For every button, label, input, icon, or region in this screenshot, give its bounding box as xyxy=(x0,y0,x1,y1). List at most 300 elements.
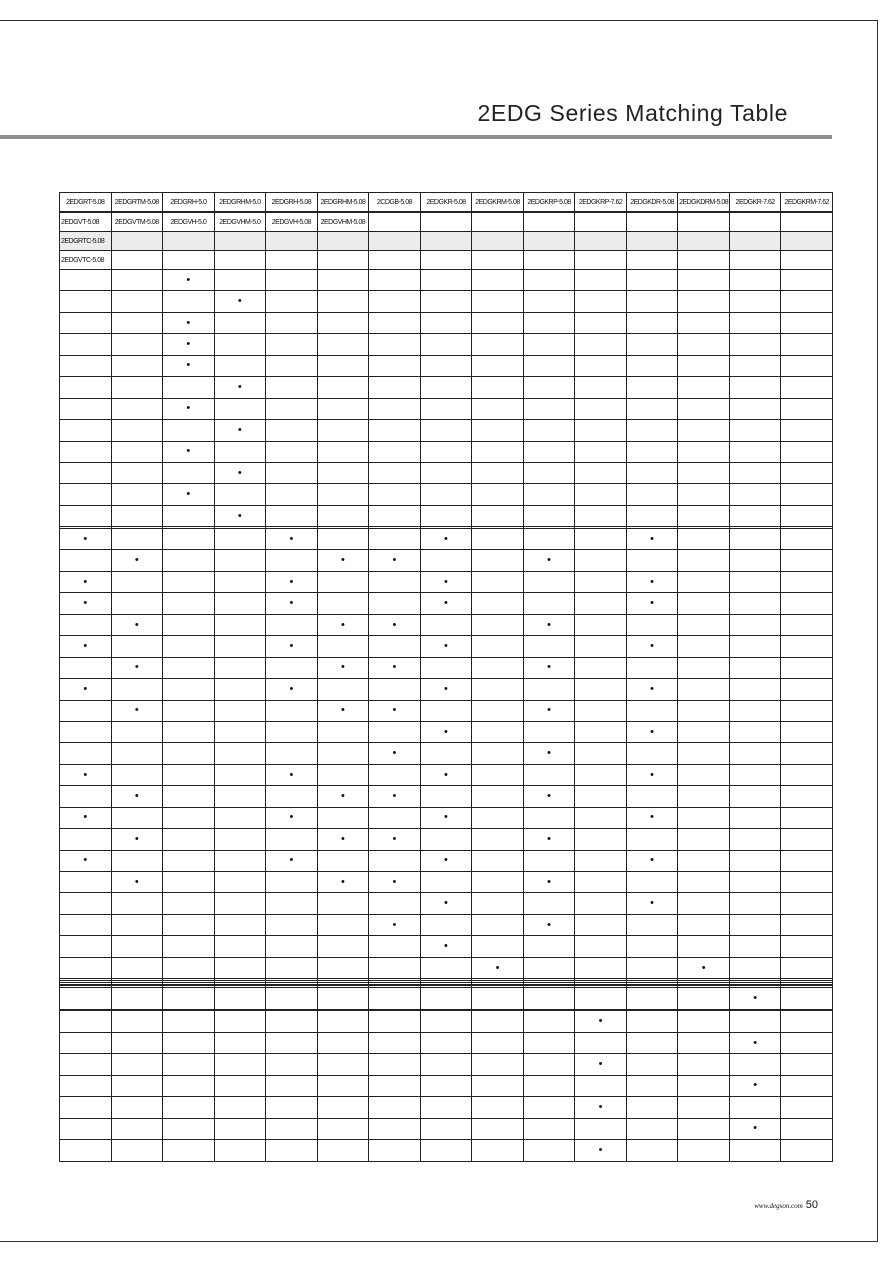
table-cell xyxy=(472,355,524,376)
table-cell xyxy=(575,377,627,398)
table-cell xyxy=(111,1140,163,1162)
table-cell xyxy=(317,1010,369,1032)
match-dot: • xyxy=(163,441,215,462)
match-dot: • xyxy=(266,593,318,614)
table-cell xyxy=(729,1054,781,1075)
table-cell xyxy=(163,679,215,700)
table-cell xyxy=(523,312,575,333)
table-cell xyxy=(111,420,163,441)
header-cell xyxy=(523,212,575,232)
table-cell xyxy=(575,636,627,657)
table-cell xyxy=(523,398,575,419)
table-cell xyxy=(60,398,112,419)
table-cell xyxy=(472,593,524,614)
table-cell xyxy=(317,850,369,871)
table-cell xyxy=(781,377,833,398)
match-dot: • xyxy=(420,764,472,785)
header-cell xyxy=(369,232,421,251)
table-cell xyxy=(729,657,781,678)
header-cell xyxy=(111,232,163,251)
table-cell xyxy=(781,829,833,850)
table-cell xyxy=(420,355,472,376)
table-cell xyxy=(317,571,369,592)
table-cell xyxy=(575,462,627,483)
table-cell xyxy=(781,614,833,635)
table-cell xyxy=(266,355,318,376)
table-cell xyxy=(266,550,318,571)
table-cell xyxy=(420,1140,472,1162)
table-cell xyxy=(626,377,678,398)
table-cell xyxy=(163,636,215,657)
match-dot: • xyxy=(729,1075,781,1096)
table-cell xyxy=(472,700,524,721)
table-cell xyxy=(678,1118,730,1139)
table-cell xyxy=(111,743,163,764)
table-cell xyxy=(472,988,524,1010)
table-cell xyxy=(472,377,524,398)
table-cell xyxy=(369,893,421,914)
table-cell xyxy=(729,312,781,333)
table-cell xyxy=(781,312,833,333)
header-cell xyxy=(729,251,781,270)
table-cell xyxy=(163,614,215,635)
table-cell xyxy=(472,764,524,785)
table-cell xyxy=(369,1010,421,1032)
table-row xyxy=(60,893,833,914)
table-cell xyxy=(523,593,575,614)
table-cell xyxy=(369,270,421,291)
table-cell xyxy=(266,829,318,850)
table-cell xyxy=(729,700,781,721)
table-cell xyxy=(626,291,678,312)
page-frame-right xyxy=(877,20,878,1242)
table-cell xyxy=(626,355,678,376)
table-cell xyxy=(163,1118,215,1139)
header-cell xyxy=(420,212,472,232)
header-cell: 2EDGVHM-5.0 xyxy=(214,212,266,232)
table-cell xyxy=(781,1140,833,1162)
table-cell xyxy=(214,312,266,333)
table-cell xyxy=(781,441,833,462)
table-cell xyxy=(163,657,215,678)
table-cell xyxy=(523,1118,575,1139)
table-cell xyxy=(266,893,318,914)
table-row xyxy=(60,398,833,419)
table-cell xyxy=(523,957,575,978)
table-cell xyxy=(626,957,678,978)
match-dot: • xyxy=(420,529,472,550)
header-cell xyxy=(369,251,421,270)
header-cell: 2EDGVTC-5.08 xyxy=(60,251,112,270)
table-cell xyxy=(729,420,781,441)
table-cell xyxy=(472,829,524,850)
match-dot: • xyxy=(317,872,369,893)
table-cell xyxy=(523,1032,575,1053)
table-cell xyxy=(266,614,318,635)
header-cell: 2EDGRT-5.08 xyxy=(60,193,112,213)
table-cell xyxy=(369,377,421,398)
table-cell xyxy=(472,571,524,592)
table-cell xyxy=(626,936,678,957)
table-cell xyxy=(729,377,781,398)
table-cell xyxy=(729,872,781,893)
match-dot: • xyxy=(111,872,163,893)
header-cell xyxy=(781,212,833,232)
table-cell xyxy=(266,936,318,957)
table-cell xyxy=(214,786,266,807)
table-cell xyxy=(420,786,472,807)
table-cell xyxy=(781,1075,833,1096)
table-cell xyxy=(214,636,266,657)
header-cell xyxy=(111,251,163,270)
table-cell xyxy=(163,850,215,871)
table-cell xyxy=(266,291,318,312)
match-dot: • xyxy=(420,679,472,700)
table-cell xyxy=(317,721,369,742)
table-cell xyxy=(317,420,369,441)
table-cell xyxy=(729,764,781,785)
match-dot: • xyxy=(163,312,215,333)
table-cell xyxy=(60,786,112,807)
table-cell xyxy=(472,420,524,441)
table-cell xyxy=(626,484,678,505)
header-cell: 2EDGRH-5.0 xyxy=(163,193,215,213)
table-cell xyxy=(214,721,266,742)
table-cell xyxy=(575,872,627,893)
table-cell xyxy=(523,291,575,312)
table-row xyxy=(60,1140,833,1162)
table-cell xyxy=(420,270,472,291)
table-cell xyxy=(781,529,833,550)
match-dot: • xyxy=(626,679,678,700)
table-cell xyxy=(266,1054,318,1075)
table-cell xyxy=(369,679,421,700)
table-cell xyxy=(111,529,163,550)
match-dot: • xyxy=(266,679,318,700)
table-cell xyxy=(678,936,730,957)
table-cell xyxy=(678,312,730,333)
table-cell xyxy=(369,462,421,483)
table-cell xyxy=(523,764,575,785)
table-row xyxy=(60,957,833,978)
table-cell xyxy=(626,988,678,1010)
table-cell xyxy=(266,462,318,483)
table-cell xyxy=(214,679,266,700)
table-cell xyxy=(678,398,730,419)
table-cell xyxy=(420,291,472,312)
table-cell xyxy=(472,291,524,312)
table-cell xyxy=(317,593,369,614)
table-cell xyxy=(523,1054,575,1075)
header-cell: 2EDGVTM-5.08 xyxy=(111,212,163,232)
table-cell xyxy=(472,721,524,742)
table-cell xyxy=(626,872,678,893)
table-row xyxy=(60,505,833,526)
table-cell xyxy=(60,1010,112,1032)
table-cell xyxy=(111,1075,163,1096)
table-row xyxy=(60,1075,833,1096)
table-cell xyxy=(60,420,112,441)
table-row xyxy=(60,936,833,957)
table-cell xyxy=(60,743,112,764)
table-cell xyxy=(214,355,266,376)
table-cell xyxy=(163,936,215,957)
table-cell xyxy=(523,679,575,700)
header-cell xyxy=(472,251,524,270)
match-dot: • xyxy=(369,657,421,678)
header-cell xyxy=(781,232,833,251)
match-dot: • xyxy=(523,829,575,850)
table-cell xyxy=(781,1032,833,1053)
table-cell xyxy=(420,657,472,678)
table-row xyxy=(60,764,833,785)
table-cell xyxy=(472,914,524,935)
table-cell xyxy=(214,957,266,978)
table-row xyxy=(60,334,833,355)
header-cell xyxy=(729,212,781,232)
table-cell xyxy=(626,657,678,678)
table-cell xyxy=(369,571,421,592)
table-cell xyxy=(575,355,627,376)
table-cell xyxy=(678,505,730,526)
table-cell xyxy=(163,505,215,526)
match-dot: • xyxy=(575,1054,627,1075)
table-cell xyxy=(523,988,575,1010)
table-cell xyxy=(781,593,833,614)
table-cell xyxy=(214,1054,266,1075)
table-cell xyxy=(523,355,575,376)
table-cell xyxy=(626,914,678,935)
table-cell xyxy=(266,700,318,721)
table-row xyxy=(60,914,833,935)
table-cell xyxy=(317,312,369,333)
match-dot: • xyxy=(214,505,266,526)
table-cell xyxy=(420,1118,472,1139)
match-dot: • xyxy=(420,571,472,592)
match-dot: • xyxy=(317,829,369,850)
table-cell xyxy=(575,764,627,785)
table-cell xyxy=(626,441,678,462)
table-row xyxy=(60,420,833,441)
table-cell xyxy=(111,505,163,526)
header-row xyxy=(60,193,833,213)
table-cell xyxy=(472,441,524,462)
match-dot: • xyxy=(523,743,575,764)
table-cell xyxy=(575,420,627,441)
table-cell xyxy=(626,1075,678,1096)
table-cell xyxy=(163,550,215,571)
table-cell xyxy=(420,505,472,526)
table-cell xyxy=(626,786,678,807)
table-cell xyxy=(163,893,215,914)
header-cell: 2CDGB-5.08 xyxy=(369,193,421,213)
match-dot: • xyxy=(163,398,215,419)
table-cell xyxy=(472,893,524,914)
header-cell: 2EDGRHM-5.08 xyxy=(317,193,369,213)
table-cell xyxy=(369,505,421,526)
table-cell xyxy=(214,1010,266,1032)
table-cell xyxy=(729,550,781,571)
match-dot: • xyxy=(369,743,421,764)
table-cell xyxy=(266,420,318,441)
table-cell xyxy=(369,807,421,828)
header-cell: 2EDGKDR-5.08 xyxy=(626,193,678,213)
table-cell xyxy=(111,398,163,419)
table-cell xyxy=(781,657,833,678)
table-cell xyxy=(729,914,781,935)
match-dot: • xyxy=(626,636,678,657)
table-cell xyxy=(369,1118,421,1139)
table-row xyxy=(60,270,833,291)
table-cell xyxy=(214,270,266,291)
table-cell xyxy=(678,829,730,850)
table-cell xyxy=(781,550,833,571)
table-cell xyxy=(678,593,730,614)
table-cell xyxy=(678,1032,730,1053)
table-cell xyxy=(729,807,781,828)
header-cell: 2EDGRTC-5.08 xyxy=(60,232,112,251)
table-row xyxy=(60,1032,833,1053)
table-cell xyxy=(60,893,112,914)
table-cell xyxy=(729,957,781,978)
match-dot: • xyxy=(523,550,575,571)
table-cell xyxy=(60,872,112,893)
match-dot: • xyxy=(111,614,163,635)
table-cell xyxy=(111,721,163,742)
table-cell xyxy=(214,441,266,462)
table-cell xyxy=(472,398,524,419)
table-row xyxy=(60,743,833,764)
table-cell xyxy=(729,721,781,742)
table-cell xyxy=(60,334,112,355)
table-cell xyxy=(111,957,163,978)
table-cell xyxy=(626,334,678,355)
header-row xyxy=(60,232,833,251)
table-cell xyxy=(369,312,421,333)
match-dot: • xyxy=(369,872,421,893)
table-cell xyxy=(729,614,781,635)
table-cell xyxy=(60,505,112,526)
table-cell xyxy=(266,1010,318,1032)
table-cell xyxy=(60,829,112,850)
table-cell xyxy=(60,957,112,978)
table-cell xyxy=(678,786,730,807)
match-dot: • xyxy=(420,893,472,914)
table-cell xyxy=(111,764,163,785)
header-cell xyxy=(420,251,472,270)
match-dot: • xyxy=(111,700,163,721)
table-cell xyxy=(523,484,575,505)
table-cell xyxy=(523,893,575,914)
table-cell xyxy=(575,1032,627,1053)
table-cell xyxy=(214,893,266,914)
table-cell xyxy=(575,593,627,614)
match-dot: • xyxy=(266,571,318,592)
match-dot: • xyxy=(317,700,369,721)
table-cell xyxy=(266,743,318,764)
table-cell xyxy=(472,679,524,700)
table-cell xyxy=(472,1097,524,1118)
table-cell xyxy=(111,893,163,914)
table-cell xyxy=(781,270,833,291)
table-cell xyxy=(472,743,524,764)
table-cell xyxy=(678,657,730,678)
table-cell xyxy=(626,462,678,483)
table-cell xyxy=(214,1118,266,1139)
table-cell xyxy=(729,1097,781,1118)
header-cell xyxy=(317,232,369,251)
table-cell xyxy=(729,636,781,657)
table-cell xyxy=(781,355,833,376)
page-frame-bottom xyxy=(0,1241,878,1242)
table-cell xyxy=(317,529,369,550)
table-cell xyxy=(266,484,318,505)
table-cell xyxy=(729,1010,781,1032)
header-cell xyxy=(678,212,730,232)
table-cell xyxy=(266,988,318,1010)
match-dot: • xyxy=(317,550,369,571)
table-cell xyxy=(626,1032,678,1053)
table-cell xyxy=(781,398,833,419)
table-cell xyxy=(60,355,112,376)
match-dot: • xyxy=(111,829,163,850)
table-cell xyxy=(781,334,833,355)
table-cell xyxy=(781,721,833,742)
table-cell xyxy=(111,1097,163,1118)
table-cell xyxy=(317,914,369,935)
header-cell xyxy=(214,251,266,270)
table-cell xyxy=(781,1010,833,1032)
table-cell xyxy=(472,334,524,355)
table-cell xyxy=(420,614,472,635)
table-row xyxy=(60,355,833,376)
table-cell xyxy=(472,1054,524,1075)
table-cell xyxy=(678,721,730,742)
table-cell xyxy=(420,462,472,483)
match-dot: • xyxy=(60,636,112,657)
table-cell xyxy=(60,377,112,398)
match-dot: • xyxy=(266,807,318,828)
header-cell: 2EDGVHM-5.08 xyxy=(317,212,369,232)
table-cell xyxy=(214,571,266,592)
table-cell xyxy=(678,1097,730,1118)
header-row xyxy=(60,212,833,232)
header-cell xyxy=(317,251,369,270)
match-dot: • xyxy=(420,807,472,828)
table-row xyxy=(60,786,833,807)
table-cell xyxy=(163,764,215,785)
table-cell xyxy=(163,786,215,807)
header-cell xyxy=(523,232,575,251)
table-cell xyxy=(678,270,730,291)
table-cell xyxy=(626,743,678,764)
match-dot: • xyxy=(678,957,730,978)
table-cell xyxy=(575,398,627,419)
table-cell xyxy=(523,1097,575,1118)
table-row xyxy=(60,1118,833,1139)
table-cell xyxy=(111,593,163,614)
table-cell xyxy=(678,807,730,828)
table-cell xyxy=(317,1097,369,1118)
match-dot: • xyxy=(369,786,421,807)
match-dot: • xyxy=(266,529,318,550)
table-cell xyxy=(626,700,678,721)
match-dot: • xyxy=(60,807,112,828)
table-cell xyxy=(575,936,627,957)
table-cell xyxy=(523,1140,575,1162)
table-cell xyxy=(317,893,369,914)
header-cell: 2EDGKRM-7.62 xyxy=(781,193,833,213)
